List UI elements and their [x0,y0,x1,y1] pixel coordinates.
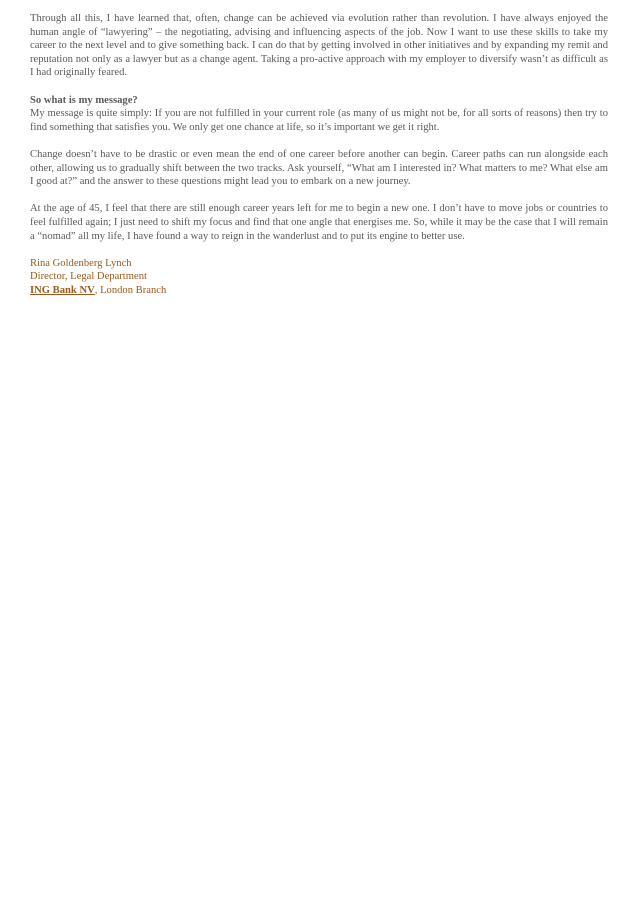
signature-title: Director, Legal Department [30,271,147,283]
signature-branch: , London Branch [94,284,167,296]
signature-name: Rina Goldenberg Lynch [30,257,132,269]
paragraph-age: At the age of 45, I feel that there are still enough career years left for me to begin a new one. I don’t have to move jobs or countries to feel fulfilled again; I just need to shift my focus and find that one angle that energises me. So, while it may be the case that I will remain a “nomad” all my life, I have found a way to reign in the wanderlust and to put its engine to better use. [30,203,608,242]
message-section [30,94,608,135]
message-heading: So what is my message? [30,94,138,106]
signature-block [30,257,608,298]
paragraph-change: Change doesn’t have to be drastic or even mean the end of one career before another can begin. Career paths can run alongside each other, allowing us to gradually shift between the two tracks. Ask yourself, “What am I interested in? What matters to me? What else am I good at?” and the answer to these questions might lead you to embark on a new journey. [30,148,608,188]
paragraph-evolution: Through all this, I have learned that, often, change can be achieved via evolution rather than revolution. I have always enjoyed the human angle of “lawyering” – the negotiating, advising and influencing aspects of the job. Now I want to use these skills to take my career to the next level and to give something back. I can do that by getting involved in other initiatives and by expanding my remit and reputation not only as a lawyer but as a change agent. Taking a pro-active approach with my employer to diversify wasn’t as difficult as I had originally feared. [30,13,608,79]
document-page [30,12,608,297]
message-body: My message is quite simply: If you are not fulfilled in your current role (as many of us might not be, for all sorts of reasons) then try to find something that satisfies you. We only get one chance at life, so it’s important we get it right. [30,108,608,133]
signature-organization [30,284,608,298]
bank-name-link[interactable]: ING Bank NV [30,284,95,296]
